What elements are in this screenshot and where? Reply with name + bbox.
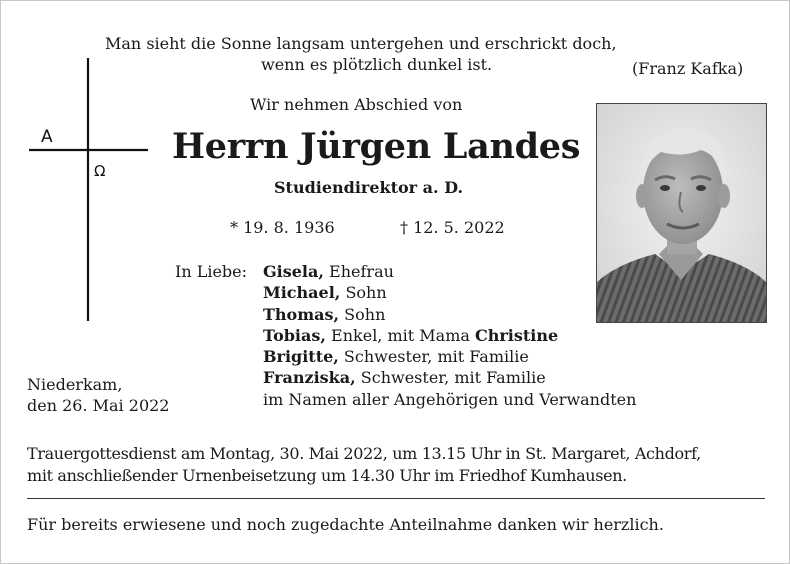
mourners-closing: im Namen aller Angehörigen und Verwandten bbox=[263, 389, 637, 409]
place-city: Niederkam, bbox=[27, 375, 123, 394]
deceased-name: Herrn Jürgen Landes bbox=[172, 126, 581, 167]
mourner-entry: Brigitte, Schwester, mit Familie bbox=[263, 347, 529, 367]
mourner-entry: Franziska, Schwester, mit Familie bbox=[263, 368, 546, 388]
quote-line-1: Man sieht die Sonne langsam untergehen und erschrickt doch, bbox=[105, 34, 617, 53]
mourners-list bbox=[263, 261, 636, 410]
quote-line-2: wenn es plötzlich dunkel ist. bbox=[261, 55, 493, 74]
thanks-text: Für bereits erwiesene und noch zugedachte Anteilnahme danken wir herzlich. bbox=[27, 515, 664, 534]
mourner-entry: Thomas, Sohn bbox=[263, 304, 386, 324]
place bbox=[27, 374, 169, 416]
place-date: den 26. Mai 2022 bbox=[27, 396, 170, 415]
cross-icon bbox=[27, 56, 152, 326]
mourner-entry: Tobias, Enkel, mit Mama Christine bbox=[263, 325, 559, 345]
mourners-label: In Liebe: bbox=[175, 262, 248, 281]
deceased-title: Studiendirektor a. D. bbox=[274, 178, 464, 197]
funeral-line-1: Trauergottesdienst am Montag, 30. Mai 2022, um 13.15 Uhr in St. Margaret, Achdorf, bbox=[27, 444, 701, 463]
funeral-info bbox=[27, 443, 701, 487]
divider bbox=[27, 498, 765, 499]
birth-date: * 19. 8. 1936 bbox=[230, 218, 335, 237]
mourner-entry: Gisela, Ehefrau bbox=[263, 262, 394, 281]
alpha-icon: A bbox=[41, 127, 53, 147]
quote-author: (Franz Kafka) bbox=[632, 59, 744, 78]
mourner-entry: Michael, Sohn bbox=[263, 283, 387, 303]
omega-icon: Ω bbox=[94, 162, 106, 180]
death-date: † 12. 5. 2022 bbox=[400, 218, 505, 237]
funeral-line-2: mit anschließender Urnenbeisetzung um 14.30 Uhr im Friedhof Kumhausen. bbox=[27, 466, 627, 485]
intro-text: Wir nehmen Abschied von bbox=[250, 95, 463, 114]
